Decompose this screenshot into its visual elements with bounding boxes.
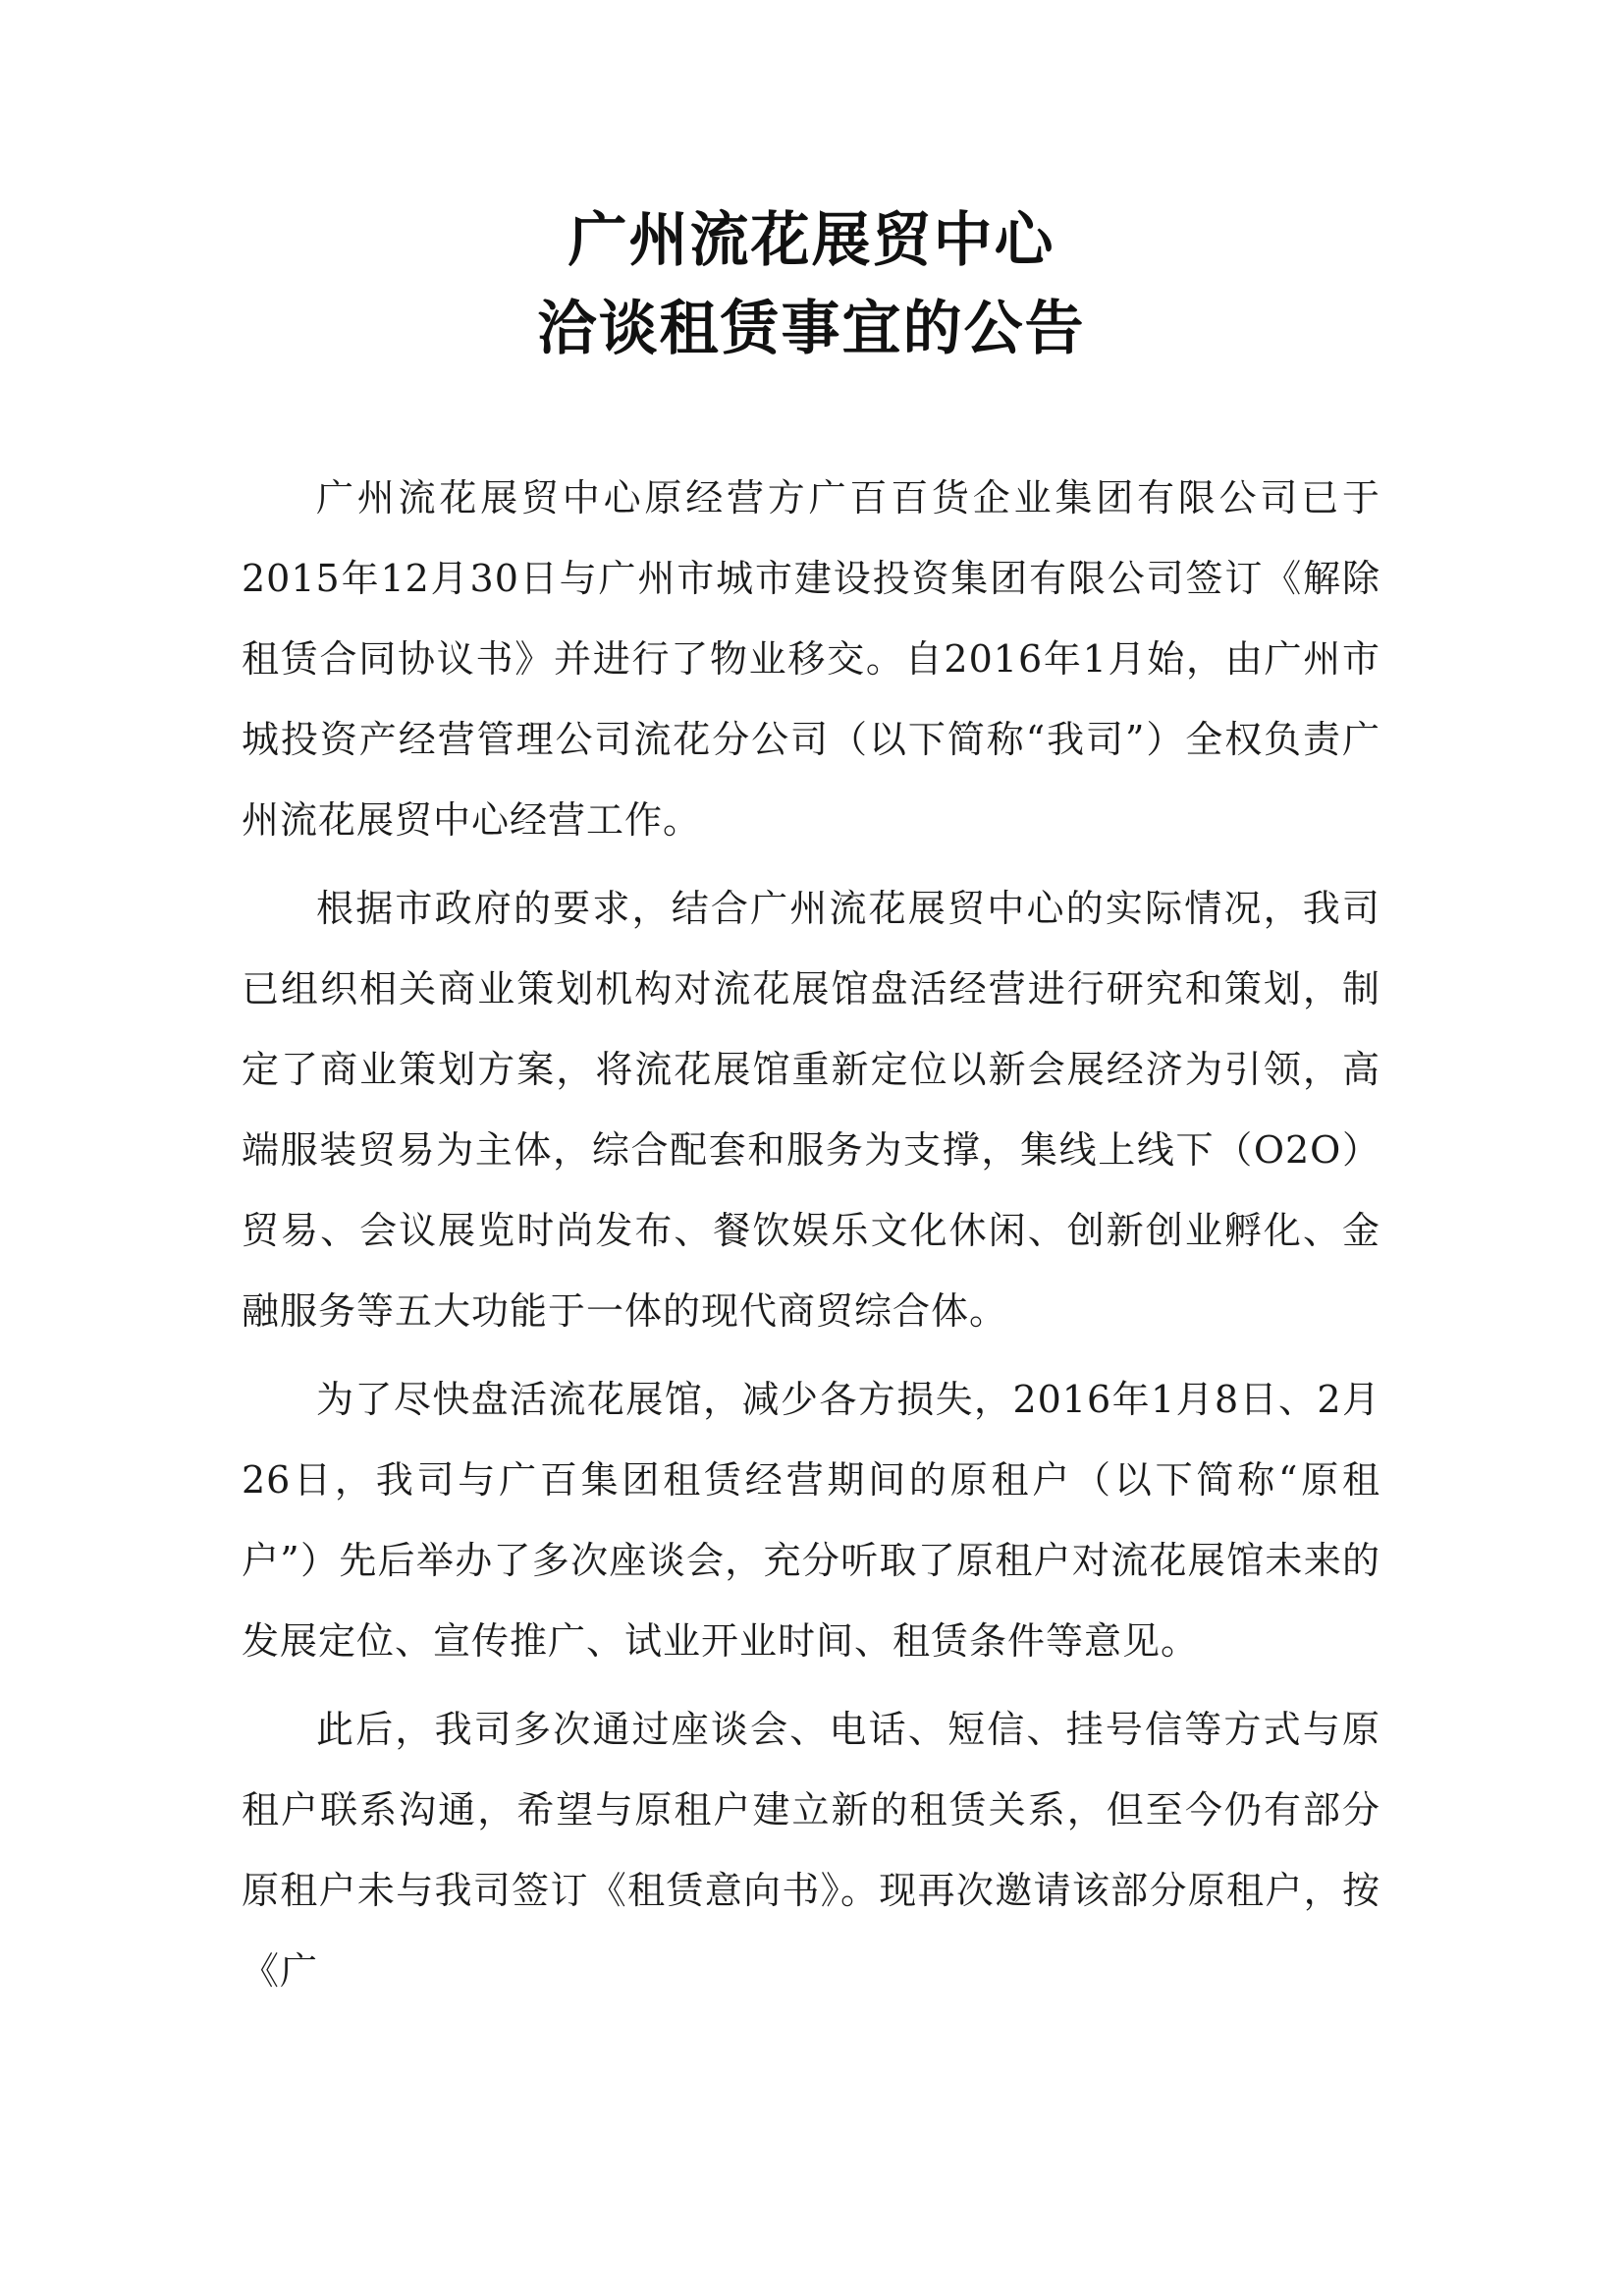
document-body <box>242 458 1380 2019</box>
document-title <box>0 196 1623 373</box>
paragraph-4: 此后，我司多次通过座谈会、电话、短信、挂号信等方式与原租户联系沟通，希望与原租户建立新的租赁关系，但至今仍有部分原租户未与我司签订《租赁意向书》。现再次邀请该部分原租户，按《广 <box>242 1708 1380 1993</box>
title-line-1: 广州流花展贸中心 <box>568 206 1055 275</box>
title-line-2: 洽谈租赁事宜的公告 <box>537 295 1086 363</box>
paragraph-3: 为了尽快盘活流花展馆，减少各方损失，2016年1月8日、2月26日，我司与广百集团租赁经营期间的原租户（以下简称“原租户”）先后举办了多次座谈会，充分听取了原租户对流花展馆未来的发展定位、宣传推广、试业开业时间、租赁条件等意见。 <box>242 1378 1380 1663</box>
paragraph-2: 根据市政府的要求，结合广州流花展贸中心的实际情况，我司已组织相关商业策划机构对流花展馆盘活经营进行研究和策划，制定了商业策划方案，将流花展馆重新定位以新会展经济为引领，高端服装贸易为主体，综合配套和服务为支撑，集线上线下（O2O）贸易、会议展览时尚发布、餐饮娱乐文化休闲、创新创业孵化、金融服务等五大功能于一体的现代商贸综合体。 <box>242 887 1380 1333</box>
paragraph-1: 广州流花展贸中心原经营方广百百货企业集团有限公司已于2015年12月30日与广州市城市建设投资集团有限公司签订《解除租赁合同协议书》并进行了物业移交。自2016年1月始，由广州市城投资产经营管理公司流花分公司（以下简称“我司”）全权负责广州流花展贸中心经营工作。 <box>242 476 1380 842</box>
